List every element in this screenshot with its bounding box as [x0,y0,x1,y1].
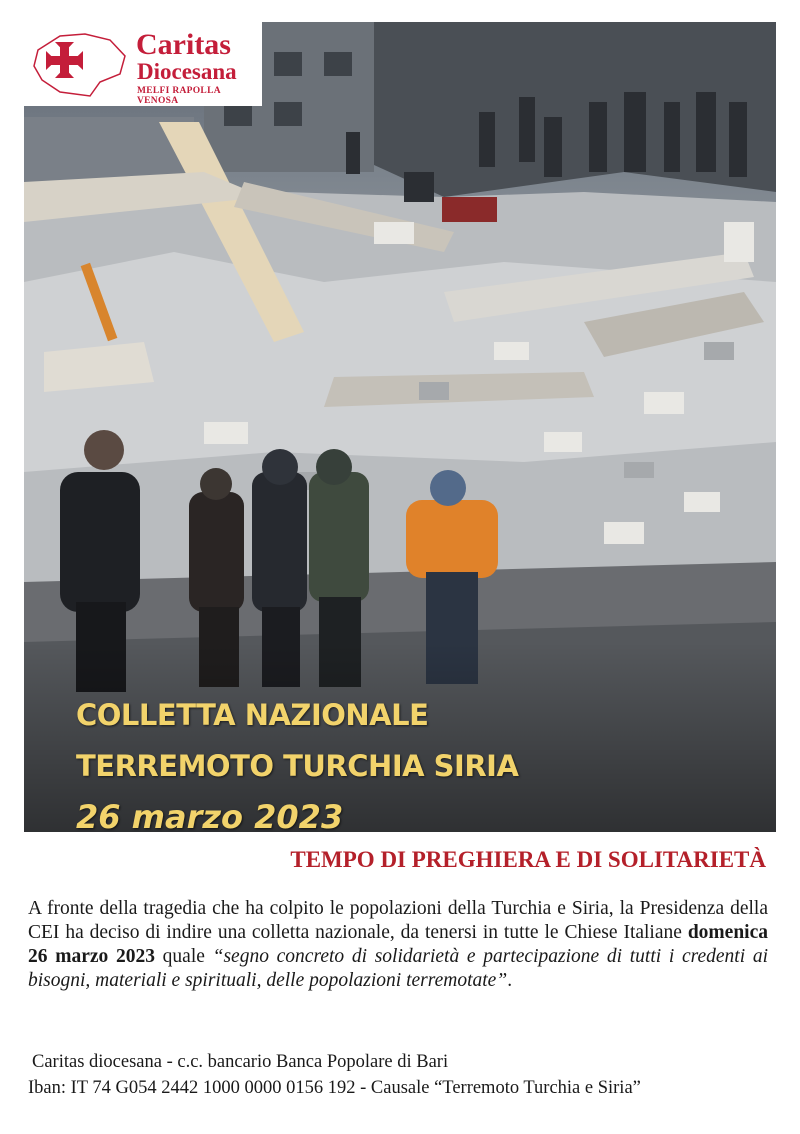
body-text-part2: quale [154,946,213,967]
hero-date: 26 marzo 2023 [76,798,344,832]
caritas-cross-logo-icon [30,30,130,100]
logo-subname: Diocesana [137,59,237,84]
body-text-end: . [507,970,513,991]
caritas-logo [24,22,262,106]
body-paragraph [28,897,768,993]
hero-title-line1: COLLETTA NAZIONALE [76,698,429,732]
iban-info: Iban: IT 74 G054 2442 1000 0000 0156 192 - Causale “Terremoto Turchia e Siria” [28,1078,641,1098]
section-title: TEMPO DI PREGHIERA E DI SOLITARIETÀ [290,847,766,872]
hero-title-line2: TERREMOTO TURCHIA SIRIA [76,749,519,783]
hero-photo [24,22,776,832]
body-date-bold: domenica 26 marzo 2023 [28,922,768,967]
logo-name: Caritas [136,28,231,61]
body-text-part1: A fronte della tragedia che ha colpito le popolazioni della Turchia e Siria, la Presidenza della CEI ha deciso di indire una colletta nazionale, da tenersi in tutte le Chiese Italiane [28,898,768,943]
bank-info: Caritas diocesana - c.c. bancario Banca Popolare di Bari [32,1052,449,1072]
logo-location: MELFI RAPOLLA VENOSA [137,86,221,106]
body-quote: “segno concreto di solidarietà e partecipazione di tutti i credenti ai bisogni, materiali e spirituali, delle popolazioni terremotate” [28,946,769,991]
